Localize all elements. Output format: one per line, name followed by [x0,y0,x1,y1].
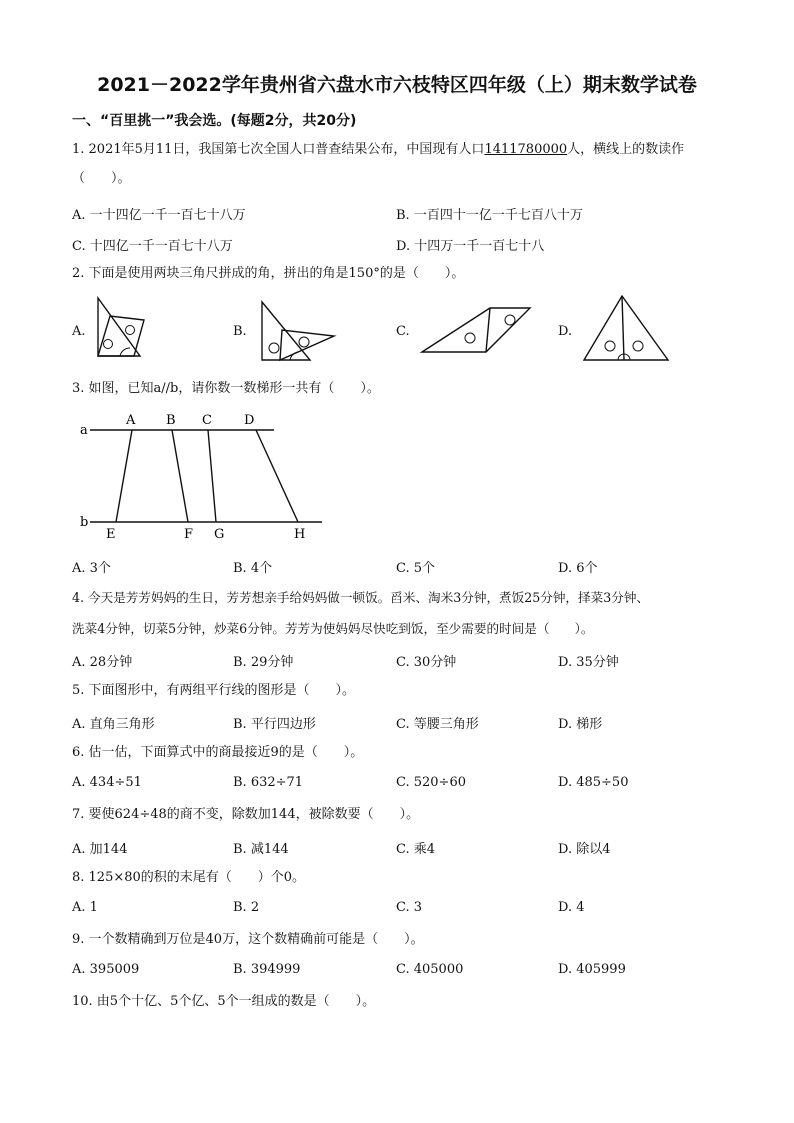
q1-option-a[interactable]: A. 一十四亿一千一百七十八万 [72,208,246,223]
q3-option-d[interactable]: D. 6个 [558,561,598,576]
line-b-label: b [80,515,89,530]
q6-option-d[interactable]: D. 485÷50 [558,775,629,790]
point-c-label: C [202,413,212,428]
section-heading: 一、“百里挑一”我会选。(每题2分，共20分) [72,113,357,129]
point-f-label: F [184,527,194,542]
q9-option-d[interactable]: D. 405999 [558,962,626,977]
point-a-label: A [126,413,136,428]
q2-option-a-label[interactable]: A. [72,324,86,339]
q7-option-c[interactable]: C. 乘4 [396,842,436,857]
question-5: 5. 下面图形中，有两组平行线的图形是（ ）。 [72,683,356,698]
q5-option-a[interactable]: A. 直角三角形 [72,717,155,732]
page-title: 2021－2022学年贵州省六盘水市六枝特区四年级（上）期末数学试卷 [97,74,697,96]
q4-option-a[interactable]: A. 28分钟 [72,655,133,670]
q1-option-d[interactable]: D. 十四万一千一百七十八 [396,239,545,254]
q5-option-b[interactable]: B. 平行四边形 [233,717,316,732]
population-number: 1411780000 [484,142,568,157]
q2-option-d-label[interactable]: D. [558,324,573,339]
line-a-label: a [80,423,88,438]
q3-option-c[interactable]: C. 5个 [396,561,436,576]
point-g-label: G [214,527,225,542]
q9-option-a[interactable]: A. 395009 [72,962,140,977]
q7-option-a[interactable]: A. 加144 [72,842,128,857]
q8-option-a[interactable]: A. 1 [72,900,98,915]
question-2: 2. 下面是使用两块三角尺拼成的角，拼出的角是150°的是（ ）。 [72,266,465,281]
question-1-text-tail: 人，横线上的数读作 [567,142,685,157]
q2-option-c-label[interactable]: C. [396,324,410,339]
q6-option-b[interactable]: B. 632÷71 [233,775,304,790]
point-b-label: B [166,413,176,428]
q6-option-a[interactable]: A. 434÷51 [72,775,142,790]
q6-option-c[interactable]: C. 520÷60 [396,775,466,790]
question-4-line-2: 洗菜4分钟，切菜5分钟，炒菜6分钟。芳芳为使妈妈尽快吃到饭，至少需要的时间是（ ）。 [72,621,594,636]
q4-option-b[interactable]: B. 29分钟 [233,655,294,670]
q9-option-b[interactable]: B. 394999 [233,962,301,977]
question-9: 9. 一个数精确到万位是40万，这个数精确前可能是（ ）。 [72,932,424,947]
question-8: 8. 125×80的积的末尾有（ ）个0。 [72,870,306,885]
q1-option-c[interactable]: C. 十四亿一千一百七十八万 [72,239,233,254]
trapezoid-figure [72,408,332,544]
triangle-figure-a [90,292,150,362]
q8-option-c[interactable]: C. 3 [396,900,423,915]
question-10: 10. 由5个十亿、5个亿、5个一组成的数是（ ）。 [72,994,376,1009]
triangle-figure-d [580,294,672,364]
q9-option-c[interactable]: C. 405000 [396,962,464,977]
q5-option-c[interactable]: C. 等腰三角形 [396,717,479,732]
q4-option-c[interactable]: C. 30分钟 [396,655,457,670]
point-h-label: H [294,527,306,542]
q3-option-a[interactable]: A. 3个 [72,561,111,576]
question-1-text: 1. 2021年5月11日，我国第七次全国人口普查结果公布，中国现有人口 [72,142,485,157]
triangle-figure-c [418,304,534,356]
q7-option-d[interactable]: D. 除以4 [558,842,611,857]
question-1-blank: （ ）。 [72,171,131,186]
point-e-label: E [106,527,116,542]
q8-option-b[interactable]: B. 2 [233,900,260,915]
q5-option-d[interactable]: D. 梯形 [558,717,603,732]
q3-option-b[interactable]: B. 4个 [233,561,273,576]
question-7: 7. 要使624÷48的商不变，除数加144，被除数要（ ）。 [72,807,420,822]
question-1 [72,141,684,159]
q2-option-b-label[interactable]: B. [233,324,247,339]
q8-option-d[interactable]: D. 4 [558,900,585,915]
q1-option-b[interactable]: B. 一百四十一亿一千七百八十万 [396,208,583,223]
point-d-label: D [244,413,255,428]
question-6: 6. 估一估，下面算式中的商最接近9的是（ ）。 [72,745,364,760]
q4-option-d[interactable]: D. 35分钟 [558,655,619,670]
question-3: 3. 如图，已知a//b，请你数一数梯形一共有（ ）。 [72,381,380,396]
triangle-figure-b [252,298,338,362]
question-4-line-1: 4. 今天是芳芳妈妈的生日，芳芳想亲手给妈妈做一顿饭。舀米、淘米3分钟，煮饭25分钟，择菜3分钟、 [72,590,650,605]
q7-option-b[interactable]: B. 减144 [233,842,289,857]
